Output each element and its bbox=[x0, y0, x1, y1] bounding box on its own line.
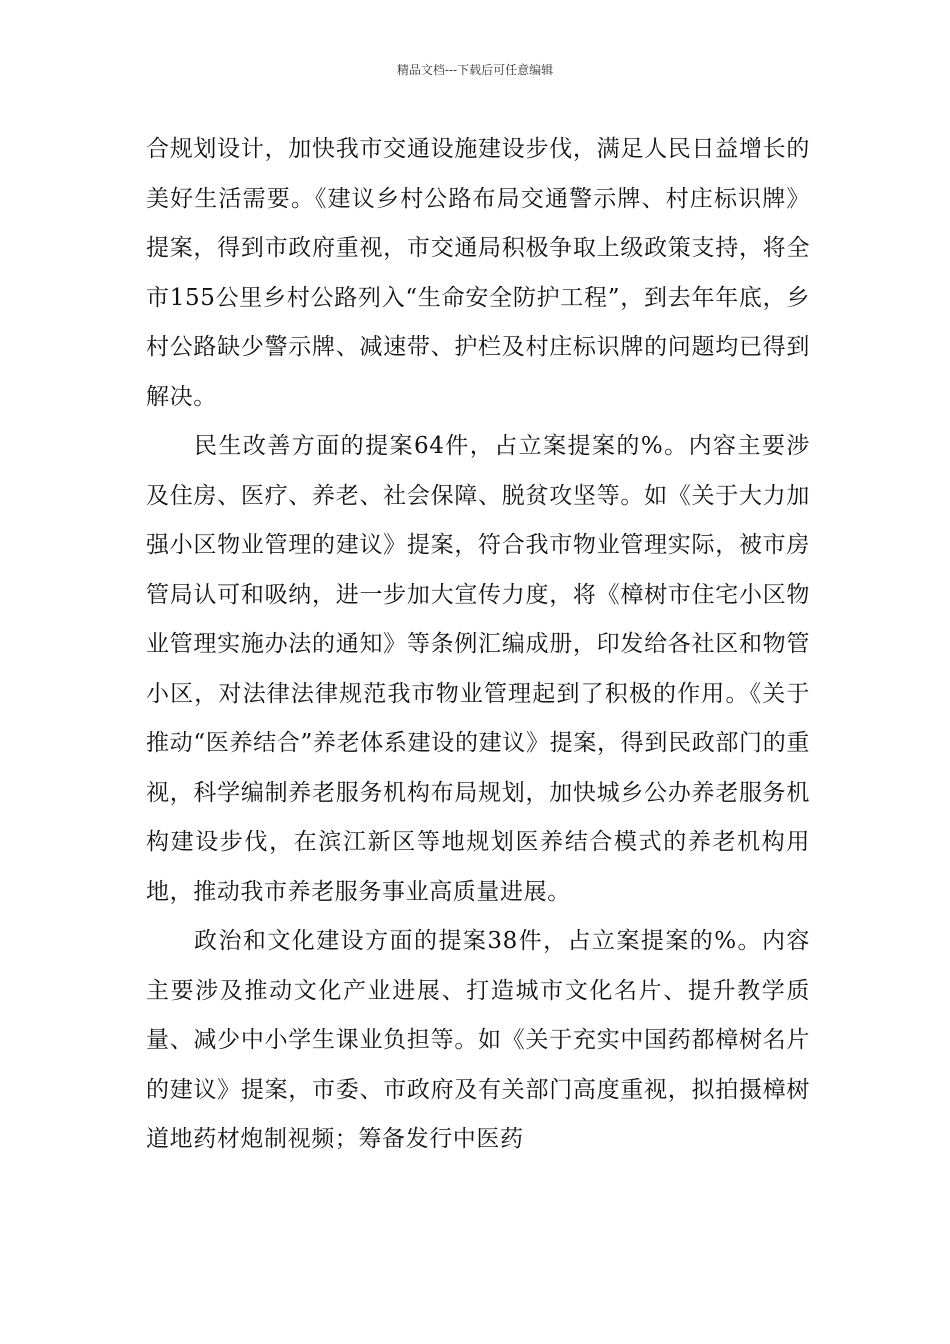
page-header: 精品文档---下载后可任意编辑 bbox=[396, 63, 554, 77]
document-body bbox=[146, 125, 810, 1165]
paragraph-transport: 合规划设计，加快我市交通设施建设步伐，满足人民日益增长的美好生活需要。《建议乡村公路布局交通警示牌、村庄标识牌》提案，得到市政府重视，市交通局积极争取上级政策支持，将全市155公里乡村公路列入“生命安全防护工程”，到去年年底，乡村公路缺少警示牌、减速带、护栏及村庄标识牌的问题均已得到解决。 bbox=[146, 136, 810, 410]
paragraph-politics-culture: 政治和文化建设方面的提案38件，占立案提案的%。内容主要涉及推动文化产业进展、打造城市文化名片、提升教学质量、减少中小学生课业负担等。如《关于充实中国药都樟树名片的建议》提案，市委、市政府及有关部门高度重视，拟拍摄樟树道地药材炮制视频；筹备发行中医药 bbox=[146, 928, 810, 1152]
paragraph-livelihood: 民生改善方面的提案64件，占立案提案的%。内容主要涉及住房、医疗、养老、社会保障、脱贫攻坚等。如《关于大力加强小区物业管理的建议》提案，符合我市物业管理实际，被市房管局认可和吸纳，进一步加大宣传力度，将《樟树市住宅小区物业管理实施办法的通知》等条例汇编成册，印发给各社区和物管小区，对法律法律规范我市物业管理起到了积极的作用。《关于推动“医养结合”养老体系建设的建议》提案，得到民政部门的重视，科学编制养老服务机构布局规划，加快城乡公办养老服务机构建设步伐，在滨江新区等地规划医养结合模式的养老机构用地，推动我市养老服务事业高质量进展。 bbox=[146, 433, 810, 905]
